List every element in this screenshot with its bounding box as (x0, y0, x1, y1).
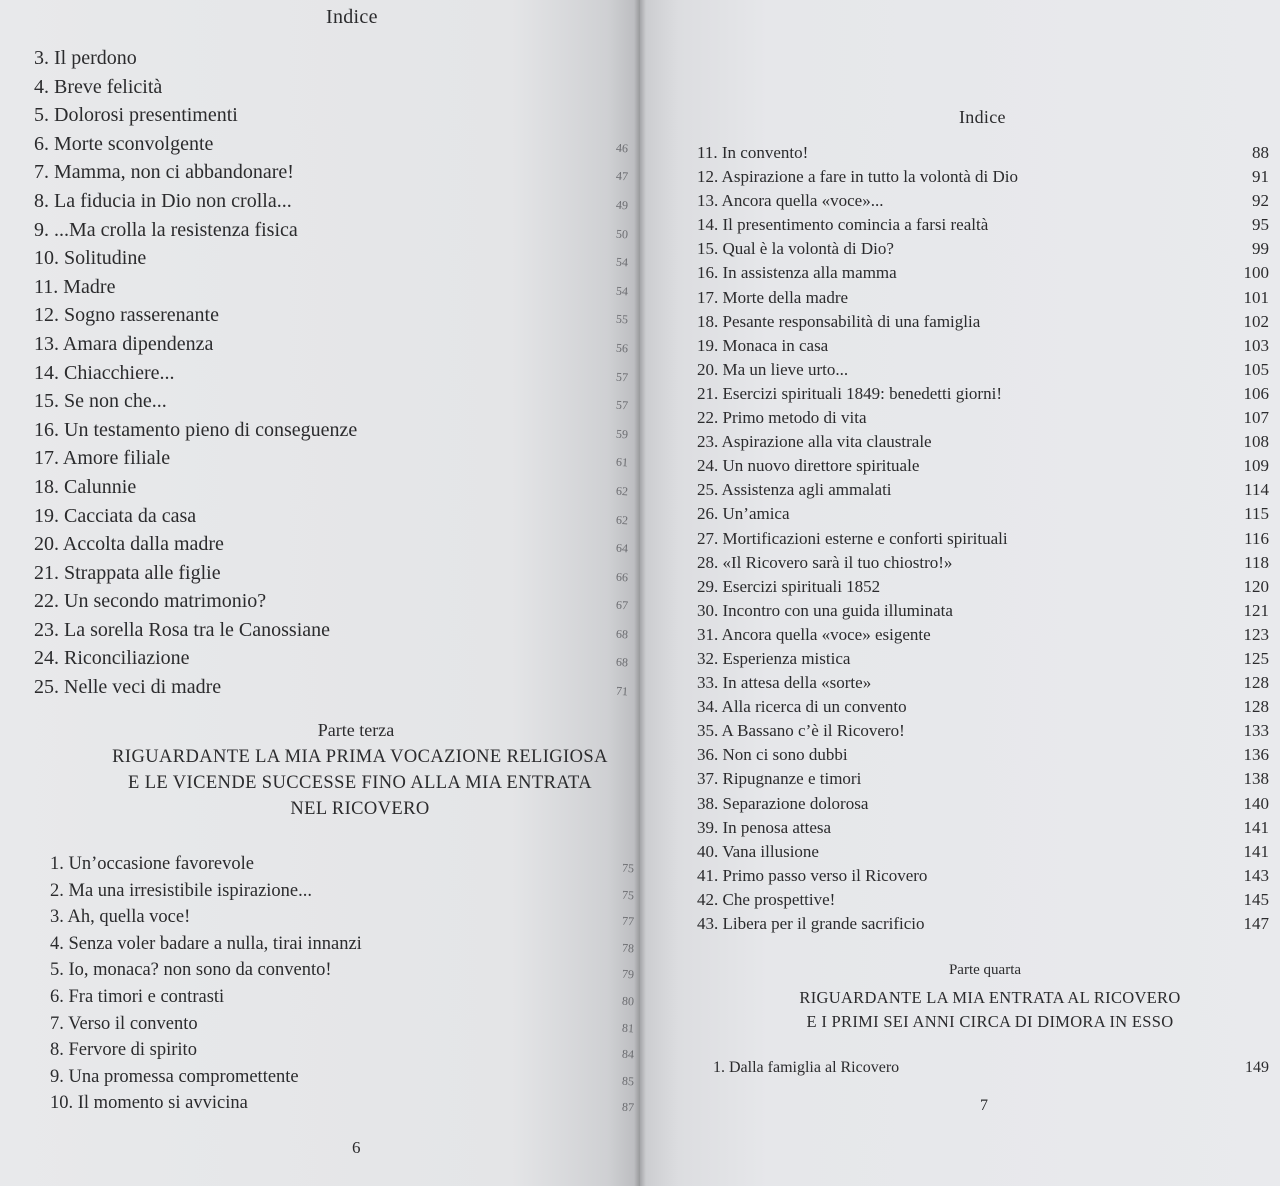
toc-entry-page: 123 (1243, 624, 1269, 644)
toc-entry-page: 103 (1243, 335, 1269, 355)
toc-entry-title: 7. Mamma, non ci abbandonare! (34, 161, 294, 184)
toc-entry-page: 57 (615, 369, 629, 384)
toc-entry (697, 261, 1269, 285)
toc-entry-title: 8. La fiducia in Dio non crolla... (34, 189, 292, 212)
toc-entry-page: 136 (1243, 745, 1269, 765)
toc-entry-title: 24. Un nuovo direttore spirituale (697, 456, 920, 476)
toc-entry (697, 816, 1269, 840)
toc-entry-title: 24. Riconciliazione (34, 647, 190, 670)
page-number: 6 (352, 1138, 361, 1157)
toc-entry-title: 13. Ancora quella «voce»... (697, 191, 884, 211)
toc-entry (697, 719, 1269, 743)
toc-entry (34, 616, 634, 645)
toc-entry-title: 30. Incontro con una guida illuminata (697, 600, 953, 620)
toc-entry-title: 15. Se non che... (34, 390, 167, 413)
toc-entry-page: 109 (1243, 456, 1269, 476)
toc-entry-title: 6. Morte sconvolgente (34, 132, 214, 155)
toc-entry-page: 108 (1243, 432, 1269, 452)
toc-entry (34, 559, 634, 588)
toc-entry (34, 330, 634, 359)
toc-entry-title: 42. Che prospettive! (697, 889, 836, 909)
toc-entry-title: 11. In convento! (697, 143, 809, 162)
toc-entry-title: 16. Un testamento pieno di conseguenze (34, 418, 358, 441)
toc-entry (697, 502, 1269, 526)
toc-entry (697, 695, 1269, 719)
toc-entry (697, 527, 1269, 551)
toc-entry-page: 81 (621, 1020, 635, 1035)
toc-entry-title: 27. Mortificazioni esterne e conforti spirituali (697, 528, 1008, 548)
toc-list (34, 44, 634, 702)
toc-entry (50, 878, 640, 905)
toc-entry-title: 5. Io, monaca? non sono da convento! (50, 960, 332, 981)
toc-entry-page: 118 (1244, 552, 1269, 572)
toc-entry-title: 41. Primo passo verso il Ricovero (697, 865, 928, 885)
toc-entry (697, 454, 1269, 478)
toc-entry-page: 47 (615, 168, 629, 184)
toc-entry (697, 165, 1269, 189)
toc-entry-page: 145 (1243, 889, 1269, 909)
toc-entry-title: 22. Primo metodo di vita (697, 408, 867, 428)
toc-entry (34, 416, 634, 445)
toc-entry-page: 56 (615, 340, 629, 356)
part-label: Parte quarta (948, 962, 1022, 978)
part-title (640, 986, 1280, 1034)
toc-entry-title: 12. Aspirazione a fare in tutto la volontà di Dio (697, 167, 1019, 187)
page-number: 7 (980, 1097, 988, 1114)
toc-entry-title: 18. Pesante responsabilità di una famiglia (697, 311, 981, 331)
toc-entry-page: 88 (1252, 143, 1269, 162)
toc-entry-page: 128 (1243, 673, 1269, 693)
toc-entry-page: 115 (1244, 504, 1269, 524)
toc-entry (34, 273, 634, 302)
part-title-line: RIGUARDANTE LA MIA PRIMA VOCAZIONE RELIGIOSA (112, 747, 608, 767)
toc-entry (34, 587, 634, 616)
toc-entry (697, 286, 1269, 310)
toc-entry-title: 36. Non ci sono dubbi (697, 745, 848, 765)
toc-entry (50, 984, 640, 1011)
toc-entry-page: 84 (621, 1046, 635, 1062)
toc-entry-page: 105 (1243, 359, 1269, 379)
toc-entry (34, 216, 634, 245)
toc-entry (50, 1090, 640, 1117)
toc-entry (50, 931, 640, 958)
toc-entry-page: 46 (615, 140, 629, 156)
toc-entry (34, 644, 634, 673)
toc-entry-title: 8. Fervore di spirito (50, 1040, 197, 1061)
toc-entry (34, 473, 634, 502)
toc-entry (697, 237, 1269, 261)
toc-list (697, 141, 1269, 936)
toc-entry-page: 106 (1243, 383, 1269, 403)
toc-entry-title: 3. Il perdono (34, 47, 137, 69)
toc-entry (34, 673, 634, 702)
toc-entry-page: 141 (1243, 817, 1269, 837)
toc-entry (697, 864, 1269, 888)
toc-entry-page: 64 (615, 540, 629, 556)
part-title-line: NEL RICOVERO (290, 799, 430, 819)
toc-entry-title: 6. Fra timori e contrasti (50, 986, 225, 1007)
toc-entry-page: 62 (615, 483, 629, 499)
running-head: Indice (326, 6, 378, 28)
toc-entry-page: 114 (1244, 480, 1269, 500)
toc-entry-page: 68 (615, 626, 629, 642)
toc-entry-page: 54 (615, 254, 629, 270)
toc-entry-page: 140 (1243, 793, 1269, 813)
toc-entry-page: 54 (615, 283, 629, 299)
toc-entry-title: 23. La sorella Rosa tra le Canossiane (34, 618, 331, 641)
toc-entry-page: 78 (621, 940, 635, 956)
toc-entry (34, 130, 634, 159)
toc-entry-page: 92 (1252, 191, 1269, 211)
toc-entry (697, 767, 1269, 791)
toc-entry (697, 743, 1269, 767)
toc-entry (697, 599, 1269, 623)
toc-entry-title: 2. Ma una irresistibile ispirazione... (50, 880, 313, 901)
toc-entry-title: 33. In attesa della «sorte» (697, 673, 872, 693)
toc-entry-title: 4. Senza voler badare a nulla, tirai innanzi (50, 933, 362, 954)
toc-entry (697, 575, 1269, 599)
toc-entry-title: 39. In penosa attesa (697, 817, 832, 837)
toc-entry (697, 213, 1269, 237)
part-title (20, 744, 640, 822)
toc-entry-title: 12. Sogno rasserenante (34, 304, 219, 327)
part-title-line: E I PRIMI SEI ANNI CIRCA DI DIMORA IN ESSO (806, 1012, 1174, 1031)
toc-entry-title: 18. Calunnie (34, 475, 137, 498)
toc-entry-title: 29. Esercizi spirituali 1852 (697, 576, 881, 596)
toc-entry (34, 187, 634, 216)
toc-entry-page: 133 (1243, 721, 1269, 741)
toc-entry-title: 17. Morte della madre (697, 287, 849, 307)
toc-entry (697, 840, 1269, 864)
toc-entry-title: 14. Chiacchiere... (34, 361, 175, 384)
toc-entry-title: 37. Ripugnanze e timori (697, 769, 862, 789)
toc-list (50, 851, 640, 1117)
toc-entry-page: 55 (615, 311, 629, 327)
toc-entry-page: 95 (1252, 215, 1269, 235)
toc-entry-title: 28. «Il Ricovero sarà il tuo chiostro!» (697, 552, 953, 572)
toc-entry-title: 4. Breve felicità (34, 75, 163, 98)
toc-entry-title: 9. Una promessa compromettente (50, 1066, 299, 1087)
toc-entry-title: 9. ...Ma crolla la resistenza fisica (34, 218, 298, 241)
toc-entry-title: 14. Il presentimento comincia a farsi realtà (697, 215, 989, 235)
toc-entry-page: 121 (1243, 600, 1269, 620)
toc-entry-page: 80 (621, 993, 635, 1009)
toc-entry-page: 68 (615, 655, 629, 670)
toc-entry (34, 387, 634, 416)
toc-entry (34, 101, 634, 130)
toc-entry-page: 107 (1243, 408, 1269, 428)
toc-entry (34, 359, 634, 388)
toc-entry (50, 957, 640, 984)
running-head: Indice (959, 107, 1006, 127)
toc-entry-title: 7. Verso il convento (50, 1013, 198, 1034)
toc-entry-title: 1. Un’occasione favorevole (50, 854, 254, 874)
toc-entry (50, 1037, 640, 1064)
toc-entry (697, 671, 1269, 695)
toc-entry-page: 75 (621, 887, 635, 902)
toc-entry-title: 21. Esercizi spirituali 1849: benedetti giorni! (697, 383, 1002, 403)
toc-entry-page: 79 (621, 966, 635, 982)
toc-entry-page: 62 (615, 512, 629, 527)
toc-entry (697, 912, 1269, 936)
toc-entry (697, 358, 1269, 382)
toc-entry (50, 851, 640, 878)
toc-entry-title: 11. Madre (34, 275, 116, 298)
toc-entry-title: 31. Ancora quella «voce» esigente (697, 624, 931, 644)
toc-entry-page: 102 (1243, 311, 1269, 331)
toc-entry-title: 16. In assistenza alla mamma (697, 263, 897, 283)
toc-entry-page: 143 (1243, 865, 1269, 885)
toc-entry-title: 13. Amara dipendenza (34, 332, 214, 355)
toc-entry (34, 158, 634, 187)
toc-entry (697, 310, 1269, 334)
toc-entry (697, 551, 1269, 575)
toc-entry-title: 32. Esperienza mistica (697, 648, 851, 668)
toc-entry-title: 20. Ma un lieve urto... (697, 359, 849, 379)
toc-entry-page: 99 (1252, 239, 1269, 259)
toc-entry-page: 85 (621, 1073, 635, 1089)
toc-entry-title: 17. Amore filiale (34, 447, 171, 470)
toc-entry-title: 40. Vana illusione (697, 841, 819, 861)
toc-entry (34, 301, 634, 330)
toc-entry (50, 1064, 640, 1091)
toc-entry (697, 792, 1269, 816)
toc-entry-page: 149 (1245, 1059, 1269, 1076)
toc-entry-page: 120 (1243, 576, 1269, 596)
toc-list (713, 1056, 1269, 1080)
toc-entry (697, 406, 1269, 430)
toc-entry-title: 1. Dalla famiglia al Ricovero (713, 1059, 900, 1076)
toc-entry-page: 66 (615, 569, 629, 585)
toc-entry-title: 19. Monaca in casa (697, 335, 829, 355)
toc-entry-title: 35. A Bassano c’è il Ricovero! (697, 721, 905, 741)
toc-entry-title: 19. Cacciata da casa (34, 504, 197, 527)
toc-entry (34, 244, 634, 273)
toc-entry-page: 138 (1243, 769, 1269, 789)
toc-entry-page: 91 (1252, 167, 1269, 187)
part-label: Parte terza (317, 720, 395, 740)
toc-entry (697, 141, 1269, 165)
toc-entry-title: 22. Un secondo matrimonio? (34, 590, 267, 613)
book-gutter (634, 0, 646, 1186)
toc-entry-title: 3. Ah, quella voce! (50, 907, 191, 928)
right-page (640, 0, 1280, 1186)
toc-entry-page: 77 (621, 913, 635, 929)
toc-entry (697, 382, 1269, 406)
toc-entry (697, 623, 1269, 647)
toc-entry-page: 67 (615, 597, 629, 613)
toc-entry-title: 43. Libera per il grande sacrificio (697, 914, 925, 933)
part-title-line: RIGUARDANTE LA MIA ENTRATA AL RICOVERO (799, 988, 1181, 1007)
toc-entry-page: 141 (1243, 841, 1269, 861)
toc-entry-title: 10. Il momento si avvicina (50, 1093, 248, 1114)
toc-entry (697, 334, 1269, 358)
toc-entry-page: 147 (1243, 914, 1269, 933)
toc-entry-page: 100 (1243, 263, 1269, 283)
toc-entry (34, 73, 634, 102)
toc-entry-title: 26. Un’amica (697, 504, 790, 524)
toc-entry-title: 10. Solitudine (34, 247, 147, 270)
toc-entry (697, 647, 1269, 671)
toc-entry-title: 38. Separazione dolorosa (697, 793, 869, 813)
toc-entry-page: 75 (621, 860, 635, 876)
toc-entry (34, 444, 634, 473)
toc-entry (713, 1056, 1269, 1080)
toc-entry-title: 25. Nelle veci di madre (34, 676, 222, 699)
toc-entry (697, 189, 1269, 213)
toc-entry-title: 20. Accolta dalla madre (34, 533, 224, 556)
toc-entry-page: 116 (1244, 528, 1269, 548)
part-title-line: E LE VICENDE SUCCESSE FINO ALLA MIA ENTRATA (127, 773, 593, 793)
toc-entry-title: 23. Aspirazione alla vita claustrale (697, 432, 932, 452)
toc-entry-page: 125 (1243, 648, 1269, 668)
toc-entry-title: 25. Assistenza agli ammalati (697, 480, 892, 500)
toc-entry-title: 5. Dolorosi presentimenti (34, 104, 238, 127)
toc-entry-page: 57 (615, 397, 629, 413)
toc-entry-page: 71 (615, 683, 629, 699)
toc-entry-page: 49 (615, 197, 629, 213)
toc-entry (697, 888, 1269, 912)
toc-entry (50, 904, 640, 931)
toc-entry-page: 87 (621, 1099, 635, 1115)
toc-entry-page: 61 (615, 454, 629, 470)
toc-entry (697, 430, 1269, 454)
toc-entry-title: 15. Qual è la volontà di Dio? (697, 239, 894, 259)
toc-entry-title: 21. Strappata alle figlie (34, 561, 221, 584)
toc-entry-page: 128 (1243, 697, 1269, 717)
toc-entry (697, 478, 1269, 502)
toc-entry-page: 50 (615, 226, 629, 241)
toc-entry (34, 502, 634, 531)
toc-entry (34, 530, 634, 559)
toc-entry (34, 44, 634, 73)
toc-entry-page: 101 (1243, 287, 1269, 307)
toc-entry-title: 34. Alla ricerca di un convento (697, 697, 907, 717)
toc-entry (50, 1011, 640, 1038)
toc-entry-page: 59 (615, 426, 629, 442)
